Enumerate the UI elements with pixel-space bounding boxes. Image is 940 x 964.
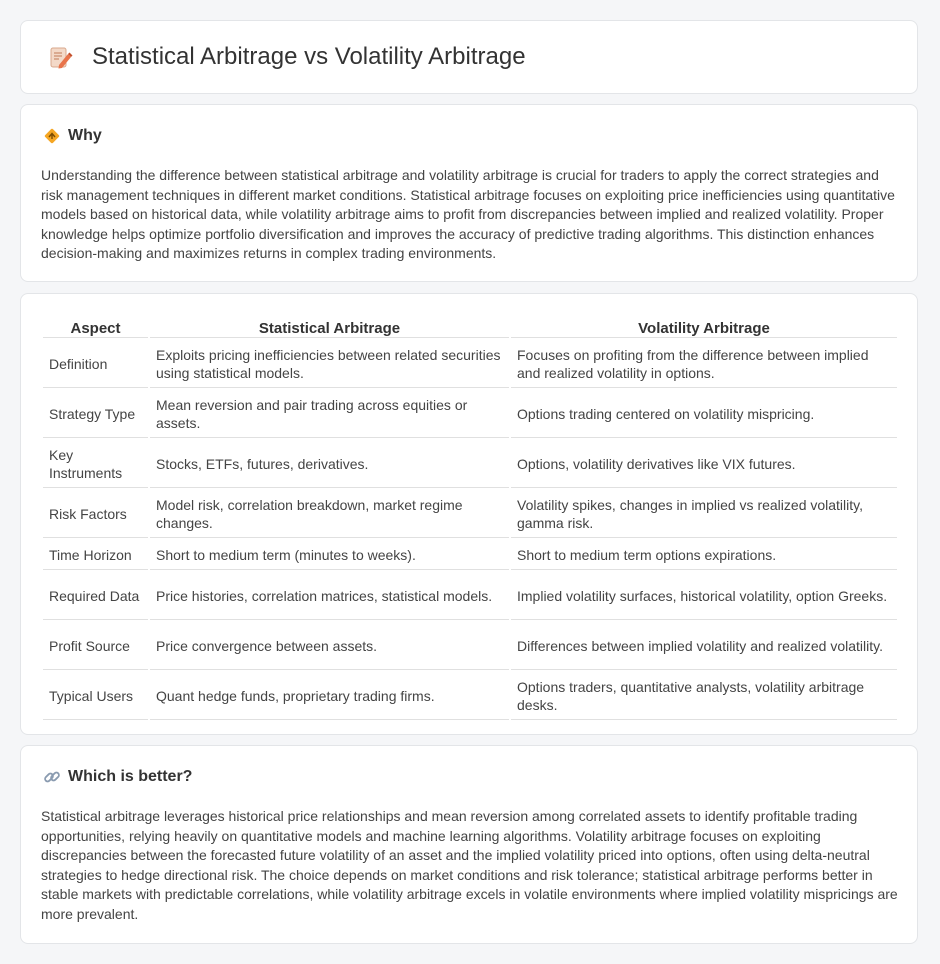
table-row — [43, 490, 897, 538]
which-section — [20, 745, 918, 944]
which-heading: Which is better? — [68, 768, 193, 785]
table-row — [43, 390, 897, 438]
row-aspect: Strategy Type — [43, 390, 148, 438]
row-aspect: Typical Users — [43, 672, 148, 720]
which-header — [43, 768, 192, 786]
row-statistical: Mean reversion and pair trading across equities or assets. — [150, 390, 509, 438]
row-aspect: Required Data — [43, 572, 148, 620]
table-row — [43, 622, 897, 670]
link-icon — [43, 768, 61, 786]
header-statistical-arbitrage: Statistical Arbitrage — [150, 317, 509, 338]
comparison-table — [41, 315, 899, 722]
table-row — [43, 672, 897, 720]
page-title: Statistical Arbitrage vs Volatility Arbitrage — [92, 43, 526, 70]
row-volatility: Focuses on profiting from the difference between implied and realized volatility in options. — [511, 340, 897, 388]
diamond-direction-icon — [43, 127, 61, 145]
why-heading: Why — [68, 127, 102, 144]
header-aspect: Aspect — [43, 317, 148, 338]
row-statistical: Quant hedge funds, proprietary trading firms. — [150, 672, 509, 720]
row-volatility: Options traders, quantitative analysts, volatility arbitrage desks. — [511, 672, 897, 720]
row-aspect: Risk Factors — [43, 490, 148, 538]
table-header-row — [43, 317, 897, 338]
row-statistical: Model risk, correlation breakdown, market regime changes. — [150, 490, 509, 538]
row-statistical: Price histories, correlation matrices, statistical models. — [150, 572, 509, 620]
row-volatility: Volatility spikes, changes in implied vs realized volatility, gamma risk. — [511, 490, 897, 538]
why-section — [20, 104, 918, 282]
row-statistical: Short to medium term (minutes to weeks). — [150, 540, 509, 570]
row-statistical: Stocks, ETFs, futures, derivatives. — [150, 440, 509, 488]
row-aspect: Definition — [43, 340, 148, 388]
row-aspect: Time Horizon — [43, 540, 148, 570]
table-row — [43, 572, 897, 620]
row-aspect: Key Instruments — [43, 440, 148, 488]
comparison-table-card — [20, 293, 918, 735]
row-volatility: Options trading centered on volatility mispricing. — [511, 390, 897, 438]
row-volatility: Short to medium term options expirations. — [511, 540, 897, 570]
row-volatility: Differences between implied volatility and realized volatility. — [511, 622, 897, 670]
table-row — [43, 540, 897, 570]
row-aspect: Profit Source — [43, 622, 148, 670]
row-statistical: Exploits pricing inefficiencies between related securities using statistical models. — [150, 340, 509, 388]
why-body: Understanding the difference between statistical arbitrage and volatility arbitrage is crucial for traders to apply the correct strategies and risk management techniques in different market conditions. Statistical arbitrage focuses on exploiting price inefficiencies using quantitative models based on historical data, while volatility arbitrage aims to profit from discrepancies between implied and realized volatility. Proper knowledge helps optimize portfolio diversification and improves the accuracy of predictive trading algorithms. This distinction enhances decision-making and maximizes returns in complex trading environments. — [41, 167, 895, 262]
table-row — [43, 440, 897, 488]
row-statistical: Price convergence between assets. — [150, 622, 509, 670]
which-body: Statistical arbitrage leverages historical price relationships and mean reversion among correlated assets to identify profitable trading opportunities, relying heavily on quantitative models and machine learning algorithms. Volatility arbitrage focuses on exploiting discrepancies between the forecasted future volatility of an asset and the implied volatility priced into options, often using delta-neutral strategies to hedge directional risk. The choice depends on market conditions and risk tolerance; statistical arbitrage performs better in stable markets with predictable correlations, while volatility arbitrage excels in volatile environments where implied volatility mispricings are more prevalent. — [41, 808, 898, 922]
row-volatility: Implied volatility surfaces, historical volatility, option Greeks. — [511, 572, 897, 620]
why-header — [43, 127, 102, 145]
document-edit-icon — [47, 45, 73, 71]
header-volatility-arbitrage: Volatility Arbitrage — [511, 317, 897, 338]
row-volatility: Options, volatility derivatives like VIX futures. — [511, 440, 897, 488]
table-row — [43, 340, 897, 388]
title-card — [20, 20, 918, 94]
